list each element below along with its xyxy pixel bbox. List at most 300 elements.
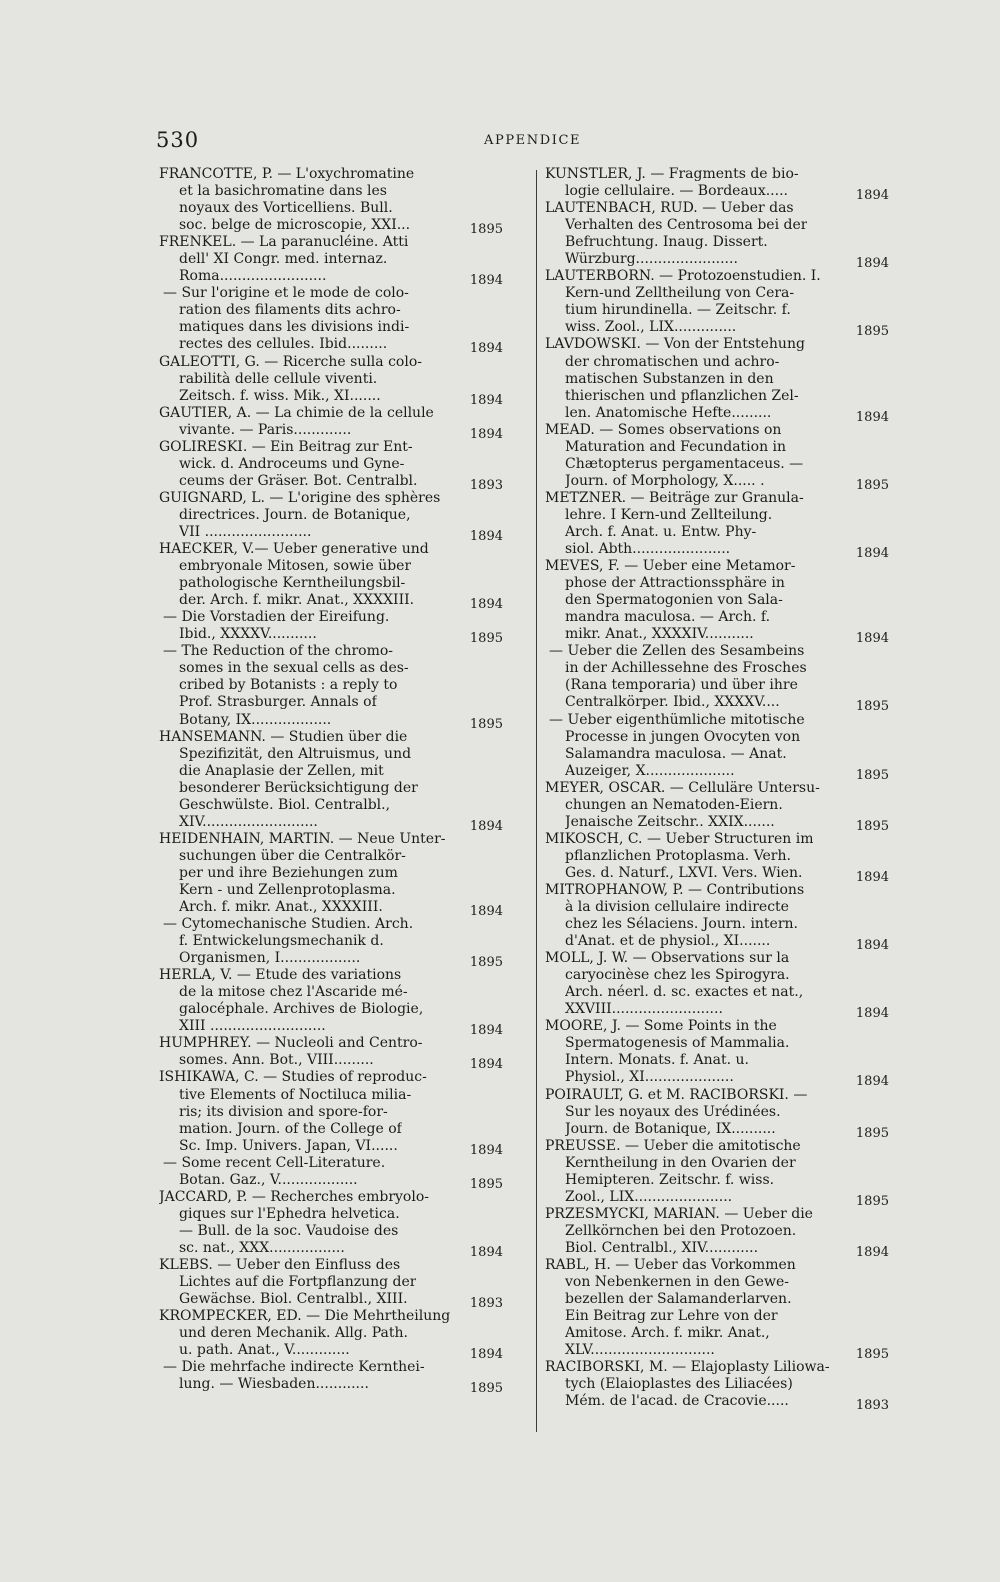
entry-text: GAUTIER, A. — La chimie de la cellule — [159, 404, 434, 421]
entry-line — [545, 575, 889, 592]
entry-line — [545, 1308, 889, 1325]
entry-year: 1894 — [469, 1057, 503, 1073]
bibliography-entry — [159, 643, 503, 732]
bibliography-entry — [545, 421, 889, 493]
entry-text: Spermatogenesis of Mammalia. — [565, 1035, 790, 1052]
entry-year: 1894 — [855, 256, 889, 272]
entry-line — [545, 1052, 889, 1069]
bibliography-entry — [545, 711, 889, 783]
entry-line — [159, 967, 503, 984]
entry-text: der. Arch. f. mikr. Anat., XXXXIII. — [179, 592, 415, 609]
entry-year: 1894 — [855, 1244, 889, 1260]
entry-text: Zellkörnchen bei den Protozoen. — [565, 1222, 797, 1239]
entry-line — [545, 882, 889, 899]
entry-line — [159, 541, 503, 558]
entry-line — [545, 1325, 889, 1342]
entry-line — [545, 541, 889, 562]
entry-text: Würzburg....................... — [565, 251, 738, 268]
entry-line — [545, 251, 889, 272]
entry-year: 1894 — [855, 188, 889, 204]
entry-line — [545, 1087, 889, 1104]
entry-text: Ein Beitrag zur Lehre von der — [565, 1308, 778, 1325]
entry-line — [159, 1121, 503, 1138]
entry-line — [159, 1376, 503, 1397]
entry-text: XLV............................ — [565, 1342, 715, 1359]
entry-year: 1894 — [469, 1023, 503, 1039]
bibliography-entry — [545, 881, 889, 954]
entry-line — [545, 864, 889, 885]
entry-line — [159, 490, 503, 507]
entry-line — [545, 831, 889, 848]
entry-line — [159, 848, 503, 865]
entry-year: 1894 — [469, 1244, 503, 1260]
entry-text: Zeitsch. f. wiss. Mik., XI....... — [179, 387, 381, 404]
entry-text: ceums der Gräser. Bot. Centralbl. — [179, 472, 418, 489]
entry-line — [159, 609, 503, 626]
bibliography-entry — [159, 234, 503, 289]
entry-year: 1894 — [469, 392, 503, 408]
entry-text: matischen Substanzen in den — [565, 370, 774, 387]
entry-year: 1895 — [855, 1193, 889, 1209]
entry-text: Botany, IX.................. — [179, 711, 332, 728]
entry-text: caryocinèse chez les Spirogyra. — [565, 967, 790, 984]
entry-text: Ges. d. Naturf., LXVI. Vers. Wien. — [565, 864, 803, 881]
bibliography-entry — [545, 489, 889, 562]
entry-text: MEVES, F. — Ueber eine Metamor- — [545, 558, 796, 575]
entry-line — [159, 950, 503, 971]
entry-line — [159, 626, 503, 647]
entry-text: phose der Attractionssphäre in — [565, 575, 785, 592]
entry-text: ISHIKAWA, C. — Studies of reproduc- — [159, 1069, 427, 1086]
entry-line — [159, 1239, 503, 1260]
bibliography-entry — [545, 950, 889, 1022]
entry-line — [159, 831, 503, 848]
entry-line — [545, 1223, 889, 1240]
entry-line — [545, 285, 889, 302]
entry-line — [545, 643, 889, 660]
entry-text: Salamandra maculosa. — Anat. — [565, 745, 787, 762]
entry-text: Journ. of Morphology, X..... . — [565, 472, 765, 489]
entry-text: RACIBORSKI, M. — Elajoplasty Liliowa- — [545, 1359, 830, 1376]
entry-text: — Ueber eigenthümliche mitotische — [549, 711, 805, 728]
entry-line — [159, 1052, 503, 1073]
entry-year: 1895 — [469, 716, 503, 732]
entry-year: 1895 — [855, 767, 889, 783]
entry-line — [545, 1359, 889, 1376]
entry-year: 1894 — [855, 1074, 889, 1090]
entry-text: tych (Elaioplastes des Liliacées) — [565, 1376, 793, 1393]
entry-text: und deren Mechanik. Allg. Path. — [179, 1325, 408, 1342]
entry-line — [159, 916, 503, 933]
entry-text: MITROPHANOW, P. — Contributions — [545, 881, 805, 898]
entry-line — [545, 677, 889, 694]
entry-line — [545, 1342, 889, 1363]
entry-line — [545, 472, 889, 493]
entry-line — [159, 439, 503, 456]
entry-text: Mém. de l'acad. de Cracovie..... — [565, 1393, 789, 1410]
entry-line — [545, 916, 889, 933]
entry-text: thierischen und pflanzlichen Zel- — [565, 387, 799, 404]
entry-text: mation. Journ. of the College of — [179, 1120, 402, 1137]
entry-year: 1895 — [469, 222, 503, 238]
entry-text: GUIGNARD, L. — L'origine des sphères — [159, 489, 441, 506]
entry-text: MOORE, J. — Some Points in the — [545, 1018, 777, 1035]
entry-text: u. path. Anat., V............. — [179, 1342, 350, 1359]
entry-text: MEAD. — Somes observations on — [545, 421, 782, 438]
bibliography-entry — [545, 1359, 889, 1414]
entry-text: RABL, H. — Ueber das Vorkommen — [545, 1257, 796, 1273]
entry-text: mikr. Anat., XXXXIV........... — [565, 626, 754, 643]
entry-line — [159, 1291, 503, 1312]
entry-text: vivante. — Paris............. — [179, 421, 352, 438]
entry-line — [159, 865, 503, 882]
entry-text: — Ueber die Zellen des Sesambeins — [549, 643, 805, 660]
entry-text: mandra maculosa. — Arch. f. — [565, 609, 771, 626]
bibliography-entry — [159, 166, 503, 238]
entry-text: Arch. néerl. d. sc. exactes et nat., — [565, 984, 804, 1001]
entry-text: embryonale Mitosen, sowie über — [179, 558, 412, 575]
entry-text: den Spermatogonien von Sala- — [565, 592, 783, 609]
entry-year: 1895 — [469, 631, 503, 647]
entry-year: 1893 — [469, 477, 503, 493]
entry-text: MIKOSCH, C. — Ueber Structuren im — [545, 830, 814, 847]
entry-line — [545, 490, 889, 507]
bibliography-entry — [159, 1359, 503, 1397]
entry-text: Maturation and Fecundation in — [565, 438, 787, 455]
entry-text: matiques dans les divisions indi- — [179, 319, 410, 336]
entry-line — [545, 1035, 889, 1052]
entry-year: 1894 — [469, 1142, 503, 1158]
entry-text: — The Reduction of the chromo- — [163, 643, 394, 660]
entry-line — [545, 200, 889, 217]
entry-line — [159, 729, 503, 746]
entry-line — [545, 1239, 889, 1260]
entry-text: Processe in jungen Ovocyten von — [565, 728, 801, 745]
entry-text: Kerntheilung in den Ovarien der — [565, 1154, 796, 1171]
entry-text: Auzeiger, X.................... — [565, 762, 735, 779]
entry-line — [545, 592, 889, 609]
bibliography-entry — [159, 609, 503, 647]
entry-text: Intern. Monats. f. Anat. u. — [565, 1052, 749, 1069]
entry-line — [545, 933, 889, 954]
column-divider — [536, 170, 537, 1432]
entry-year: 1894 — [855, 409, 889, 425]
entry-text: rabilità delle cellule viventi. — [179, 370, 378, 387]
entry-year: 1894 — [469, 1347, 503, 1363]
entry-line — [545, 524, 889, 541]
entry-year: 1894 — [855, 869, 889, 885]
bibliography-entry — [159, 404, 503, 442]
entry-year: 1895 — [855, 699, 889, 715]
entry-year: 1894 — [855, 938, 889, 954]
entry-line — [159, 813, 503, 834]
entry-line — [545, 712, 889, 729]
entry-text: de la mitose chez l'Ascaride mé- — [179, 984, 408, 1001]
entry-text: suchungen über die Centralkör- — [179, 847, 406, 864]
entry-line — [545, 609, 889, 626]
entry-text: von Nebenkernen in den Gewe- — [565, 1274, 789, 1291]
entry-year: 1894 — [469, 341, 503, 357]
entry-line — [545, 1138, 889, 1155]
entry-text: XIII .......................... — [179, 1018, 326, 1035]
bibliography-entry — [159, 1308, 503, 1363]
entry-line — [545, 746, 889, 763]
entry-text: Geschwülste. Biol. Centralbl., — [179, 796, 391, 813]
entry-year: 1895 — [469, 1381, 503, 1397]
entry-text: Kern-und Zelltheilung von Cera- — [565, 285, 795, 302]
bibliography-entry — [159, 916, 503, 971]
entry-text: PRZESMYCKI, MARIAN. — Ueber die — [545, 1205, 813, 1222]
entry-text: — Sur l'origine et le mode de colo- — [163, 285, 409, 302]
entry-year: 1894 — [469, 818, 503, 834]
entry-line — [545, 1120, 889, 1141]
bibliography-entry — [545, 1137, 889, 1209]
bibliography-entry — [159, 541, 503, 613]
bibliography-entry — [545, 558, 889, 647]
bibliography-entry — [545, 166, 889, 204]
page-number: 530 — [156, 128, 200, 152]
entry-text: somes. Ann. Bot., VIII......... — [179, 1052, 374, 1069]
entry-text: wick. d. Androceums und Gyne- — [179, 455, 405, 472]
entry-text: noyaux des Vorticelliens. Bull. — [179, 200, 393, 217]
entry-line — [159, 746, 503, 763]
entry-line — [545, 1104, 889, 1121]
entry-year: 1894 — [469, 426, 503, 442]
entry-text: Arch. f. Anat. u. Entw. Phy- — [565, 523, 757, 540]
entry-line — [545, 217, 889, 234]
bibliography-entry — [545, 779, 889, 834]
entry-text: logie cellulaire. — Bordeaux..... — [565, 183, 788, 200]
bibliography-entry — [545, 1257, 889, 1363]
entry-line — [159, 319, 503, 336]
entry-text: len. Anatomische Hefte......... — [565, 404, 772, 421]
bibliography-entry — [159, 285, 503, 357]
entry-year: 1895 — [855, 324, 889, 340]
entry-line — [159, 302, 503, 319]
entry-text: LAUTERBORN. — Protozoenstudien. I. — [545, 268, 821, 285]
entry-text: ris; its division and spore-for- — [179, 1103, 388, 1120]
entry-line — [159, 472, 503, 493]
entry-text: Prof. Strasburger. Annals of — [179, 694, 377, 711]
entry-text: PREUSSE. — Ueber die amitotische — [545, 1137, 801, 1154]
entry-text: Gewächse. Biol. Centralbl., XIII. — [179, 1291, 408, 1308]
entry-line — [159, 507, 503, 524]
entry-year: 1895 — [855, 818, 889, 834]
entry-line — [545, 354, 889, 371]
entry-line — [545, 1206, 889, 1223]
entry-line — [545, 950, 889, 967]
entry-line — [545, 439, 889, 456]
entry-line — [159, 1018, 503, 1039]
entry-text: MEYER, OSCAR. — Celluläre Untersu- — [545, 779, 820, 796]
entry-text: tium hirundinella. — Zeitschr. f. — [565, 302, 791, 319]
entry-text: (Rana temporaria) und über ihre — [565, 677, 798, 694]
bibliography-entry — [545, 1086, 889, 1141]
entry-line — [545, 729, 889, 746]
entry-text: Physiol., XI.................... — [565, 1069, 734, 1086]
entry-text: et la basichromatine dans les — [179, 183, 387, 200]
entry-text: tive Elements of Noctiluca milia- — [179, 1086, 412, 1103]
entry-text: HERLA, V. — Etude des variations — [159, 967, 402, 984]
entry-line — [159, 405, 503, 422]
entry-text: f. Entwickelungsmechanik d. — [179, 933, 384, 950]
entry-text: d'Anat. et de physiol., XI....... — [565, 933, 771, 950]
entry-line — [159, 1087, 503, 1104]
entry-line — [159, 711, 503, 732]
entry-text: besonderer Berücksichtigung der — [179, 779, 418, 796]
entry-text: — Some recent Cell-Literature. — [163, 1154, 386, 1171]
bibliography-entry — [159, 728, 503, 834]
entry-line — [159, 899, 503, 920]
entry-text: — Cytomechanische Studien. Arch. — [163, 916, 414, 933]
entry-line — [159, 677, 503, 694]
entry-text: Sc. Imp. Univers. Japan, VI...... — [179, 1137, 398, 1154]
entry-text: Kern - und Zellenprotoplasma. — [179, 881, 396, 898]
entry-text: — Bull. de la soc. Vaudoise des — [179, 1222, 399, 1239]
entry-text: HANSEMANN. — Studien über die — [159, 728, 408, 745]
entry-line — [545, 166, 889, 183]
entry-line — [159, 984, 503, 1001]
entry-line — [545, 660, 889, 677]
entry-text: wiss. Zool., LIX.............. — [565, 319, 737, 336]
entry-text: Spezifizität, den Altruismus, und — [179, 745, 412, 762]
entry-line — [545, 967, 889, 984]
entry-text: à la division cellulaire indirecte — [565, 899, 789, 916]
entry-line — [545, 780, 889, 797]
entry-line — [159, 592, 503, 613]
entry-line — [545, 797, 889, 814]
entry-line — [545, 558, 889, 575]
entry-line — [159, 183, 503, 200]
bibliography-entry — [545, 1205, 889, 1260]
entry-line — [545, 456, 889, 473]
entry-line — [159, 1257, 503, 1274]
entry-text: Organismen, I.................. — [179, 950, 361, 967]
entry-year: 1895 — [855, 1125, 889, 1141]
entry-text: ration des filaments dits achro- — [179, 302, 401, 319]
entry-text: Chætopterus pergamentaceus. — — [565, 455, 804, 472]
bibliography-entry — [159, 830, 503, 920]
entry-text: in der Achillessehne des Frosches — [565, 660, 807, 677]
entry-text: LAVDOWSKI. — Von der Entstehung — [545, 336, 805, 353]
entry-line — [545, 848, 889, 865]
entry-text: soc. belge de microscopie, XXI... — [179, 217, 411, 234]
entry-line — [545, 899, 889, 916]
entry-year: 1893 — [469, 1296, 503, 1312]
entry-text: lehre. I Kern-und Zellteilung. — [565, 506, 773, 523]
entry-line — [545, 1069, 889, 1090]
entry-text: Centralkörper. Ibid., XXXXV.... — [565, 694, 780, 711]
entry-line — [159, 558, 503, 575]
entry-text: chez les Sélaciens. Journ. intern. — [565, 916, 799, 933]
entry-text: XXVIII......................... — [565, 1001, 723, 1018]
entry-line — [159, 200, 503, 217]
entry-year: 1895 — [855, 477, 889, 493]
entry-text: KUNSTLER, J. — Fragments de bio- — [545, 166, 799, 182]
entry-line — [545, 1393, 889, 1414]
entry-line — [545, 388, 889, 405]
entry-line — [545, 183, 889, 204]
entry-line — [159, 421, 503, 442]
entry-line — [159, 336, 503, 357]
entry-text: Journ. de Botanique, IX.......... — [565, 1120, 776, 1137]
entry-line — [159, 575, 503, 592]
entry-text: KROMPECKER, ED. — Die Mehrtheilung — [159, 1308, 451, 1325]
entry-line — [545, 626, 889, 647]
bibliography-entry — [159, 1188, 503, 1260]
entry-text: Sur les noyaux des Urédinées. — [565, 1103, 781, 1120]
entry-line — [159, 1359, 503, 1376]
entry-text: GOLIRESKI. — Ein Beitrag zur Ent- — [159, 438, 413, 455]
entry-line — [159, 1325, 503, 1342]
entry-text: Ibid., XXXXV........... — [179, 626, 317, 643]
entry-text: KLEBS. — Ueber den Einfluss des — [159, 1257, 401, 1273]
entry-line — [159, 1035, 503, 1052]
entry-year: 1895 — [469, 955, 503, 971]
entry-line — [159, 456, 503, 473]
entry-line — [159, 660, 503, 677]
entry-year: 1894 — [469, 597, 503, 613]
entry-line — [159, 1155, 503, 1172]
entry-text: per und ihre Beziehungen zum — [179, 864, 398, 881]
bibliography-entry — [545, 200, 889, 272]
entry-line — [159, 1001, 503, 1018]
entry-line — [159, 1189, 503, 1206]
entry-line — [545, 268, 889, 285]
entry-text: der chromatischen und achro- — [565, 353, 780, 370]
entry-line — [159, 1206, 503, 1223]
entry-text: dell' XI Congr. med. internaz. — [179, 251, 388, 268]
entry-text: bezellen der Salamanderlarven. — [565, 1291, 792, 1308]
entry-year: 1893 — [855, 1398, 889, 1414]
entry-line — [159, 166, 503, 183]
entry-text: lung. — Wiesbaden............ — [179, 1376, 369, 1393]
entry-text: Befruchtung. Inaug. Dissert. — [565, 234, 768, 251]
entry-text: Amitose. Arch. f. mikr. Anat., — [565, 1325, 770, 1342]
entry-text: JACCARD, P. — Recherches embryolo- — [159, 1188, 429, 1205]
entry-line — [159, 1223, 503, 1240]
entry-text: MOLL, J. W. — Observations sur la — [545, 950, 790, 967]
entry-text: VII ........................ — [179, 523, 312, 540]
entry-line — [159, 933, 503, 950]
bibliography-entry — [159, 1035, 503, 1073]
entry-line — [545, 1018, 889, 1035]
entry-text: GALEOTTI, G. — Ricerche sulla colo- — [159, 353, 422, 370]
entry-line — [159, 285, 503, 302]
entry-text: Botan. Gaz., V.................. — [179, 1171, 358, 1188]
entry-line — [545, 1001, 889, 1022]
entry-text: Arch. f. mikr. Anat., XXXXIII. — [179, 899, 383, 916]
entry-text: cribed by Botanists : a reply to — [179, 677, 398, 694]
entry-year: 1894 — [469, 904, 503, 920]
bibliography-right-column — [545, 166, 889, 1414]
entry-text: pathologische Kerntheilungsbil- — [179, 575, 406, 592]
entry-text: giques sur l'Ephedra helvetica. — [179, 1205, 400, 1222]
entry-text: directrices. Journ. de Botanique, — [179, 506, 411, 523]
entry-text: — Die mehrfache indirecte Kernthei- — [163, 1359, 425, 1376]
entry-line — [159, 371, 503, 388]
entry-year: 1895 — [469, 1176, 503, 1192]
entry-line — [159, 763, 503, 780]
entry-line — [545, 762, 889, 783]
entry-text: POIRAULT, G. et M. RACIBORSKI. — — [545, 1086, 808, 1103]
entry-line — [545, 1376, 889, 1393]
entry-line — [159, 523, 503, 544]
bibliography-entry — [159, 1154, 503, 1192]
entry-text: die Anaplasie der Zellen, mit — [179, 762, 384, 779]
entry-line — [159, 1104, 503, 1121]
entry-line — [159, 234, 503, 251]
